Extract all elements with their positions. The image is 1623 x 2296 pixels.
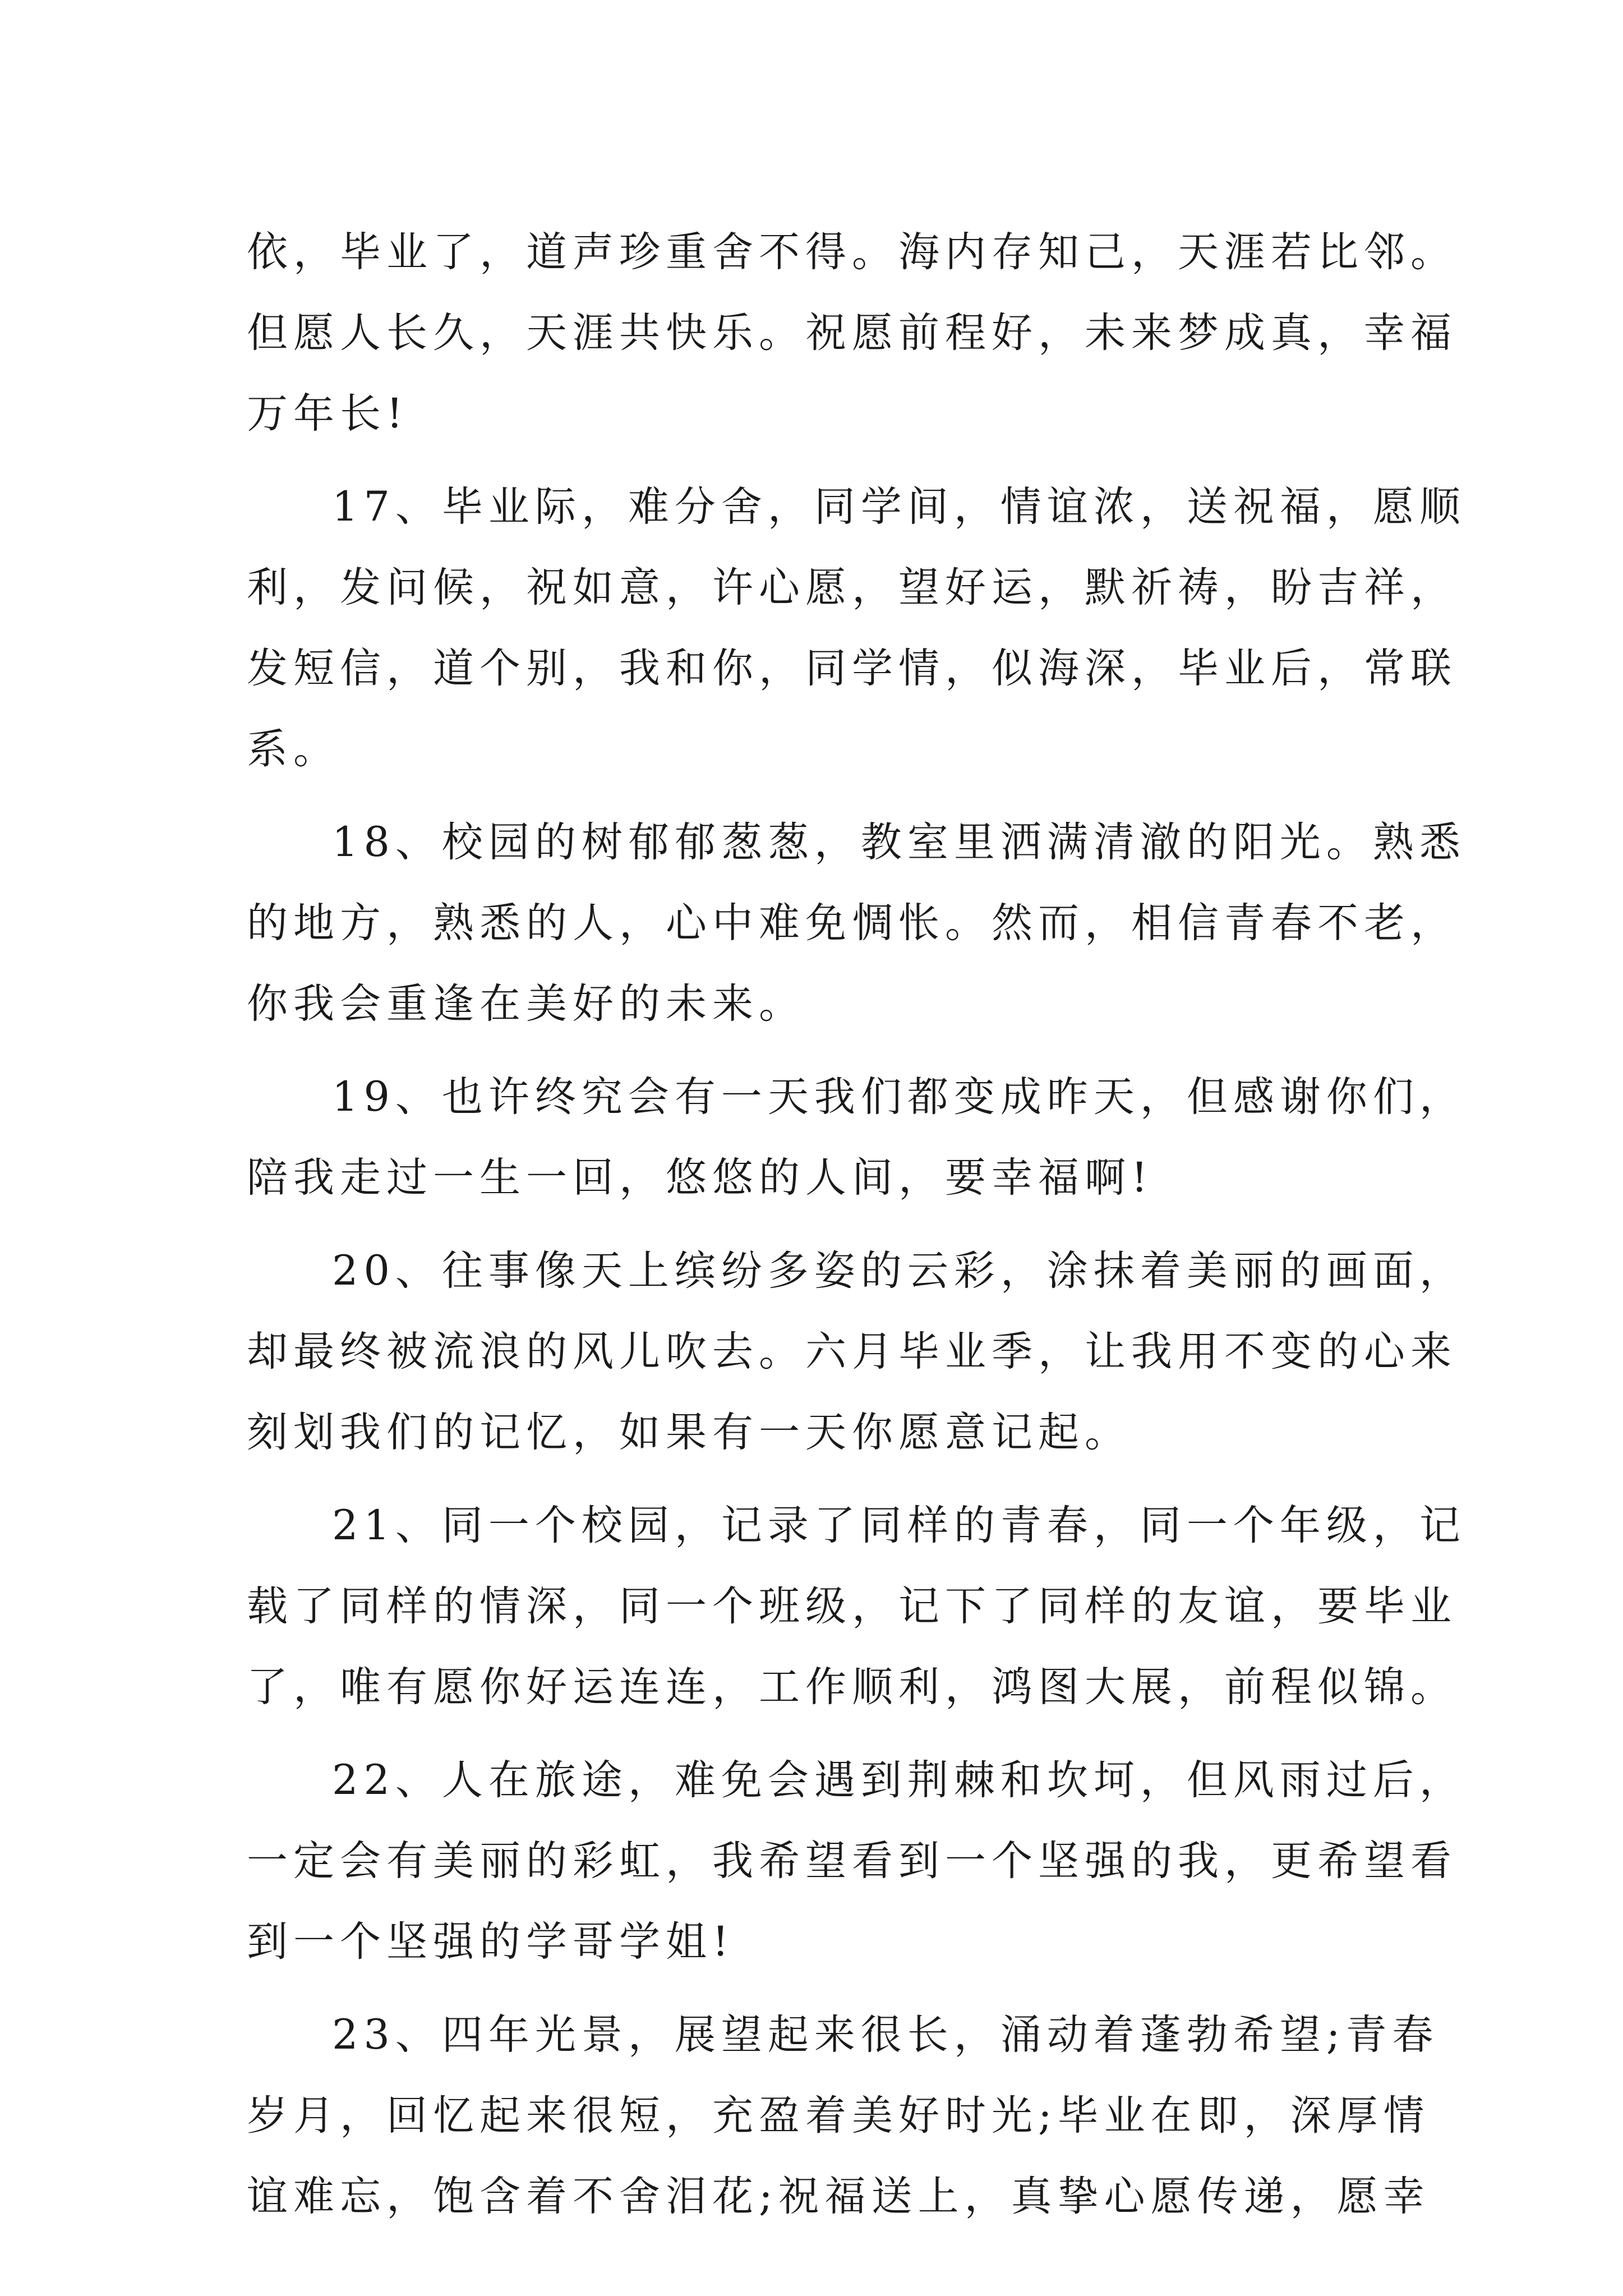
text-line: 万年长! — [247, 390, 409, 438]
paragraph-18-first-line: 18、校园的树郁郁葱葱，教室里洒满清澈的阳光。熟悉 — [332, 818, 1466, 866]
text-line: 岁月，回忆起来很短，充盈着美好时光;毕业在即，深厚情 — [247, 2092, 1430, 2139]
document-body — [247, 212, 1466, 2237]
text-line: 却最终被流浪的风儿吹去。六月毕业季，让我用不变的心来 — [247, 1328, 1457, 1375]
text-line: 载了同样的情深，同一个班级，记下了同样的友谊，要毕业 — [247, 1582, 1457, 1630]
text-line: 系。 — [247, 725, 340, 773]
text-line: 刻划我们的记忆，如果有一天你愿意记起。 — [247, 1409, 1131, 1456]
text-line: 陪我走过一生一回，悠悠的人间，要幸福啊! — [247, 1154, 1154, 1202]
text-line: 发短信，道个别，我和你，同学情，似海深，毕业后，常联 — [247, 645, 1457, 692]
paragraph-22-first-line: 22、人在旅途，难免会遇到荆棘和坎坷，但风雨过后， — [332, 1756, 1466, 1804]
paragraph-21-first-line: 21、同一个校园，记录了同样的青春，同一个年级，记 — [332, 1502, 1466, 1549]
text-line: 但愿人长久，天涯共快乐。祝愿前程好，未来梦成真，幸福 — [247, 309, 1457, 357]
paragraph-23-first-line: 23、四年光景，展望起来很长，涌动着蓬勃希望;青春 — [332, 2011, 1439, 2059]
text-line: 依，毕业了，道声珍重舍不得。海内存知己，天涯若比邻。 — [247, 228, 1457, 276]
text-line: 利，发问候，祝如意，许心愿，望好运，默祈祷，盼吉祥， — [247, 564, 1457, 611]
text-line: 了，唯有愿你好运连连，工作顺利，鸿图大展，前程似锦。 — [247, 1663, 1457, 1711]
paragraph-19-first-line: 19、也许终究会有一天我们都变成昨天，但感谢你们， — [332, 1073, 1466, 1121]
text-line: 到一个坚强的学哥学姐! — [247, 1918, 735, 1966]
paragraph-20-first-line: 20、往事像天上缤纷多姿的云彩，涂抹着美丽的画面， — [332, 1247, 1466, 1295]
text-line: 的地方，熟悉的人，心中难免惆怅。然而，相信青春不老， — [247, 899, 1457, 947]
text-line: 你我会重逢在美好的未来。 — [247, 980, 805, 1028]
paragraph-17-first-line: 17、毕业际，难分舍，同学间，情谊浓，送祝福，愿顺 — [332, 483, 1466, 531]
text-line: 谊难忘，饱含着不舍泪花;祝福送上，真挚心愿传递，愿幸 — [247, 2173, 1430, 2220]
text-line: 一定会有美丽的彩虹，我希望看到一个坚强的我，更希望看 — [247, 1837, 1457, 1885]
